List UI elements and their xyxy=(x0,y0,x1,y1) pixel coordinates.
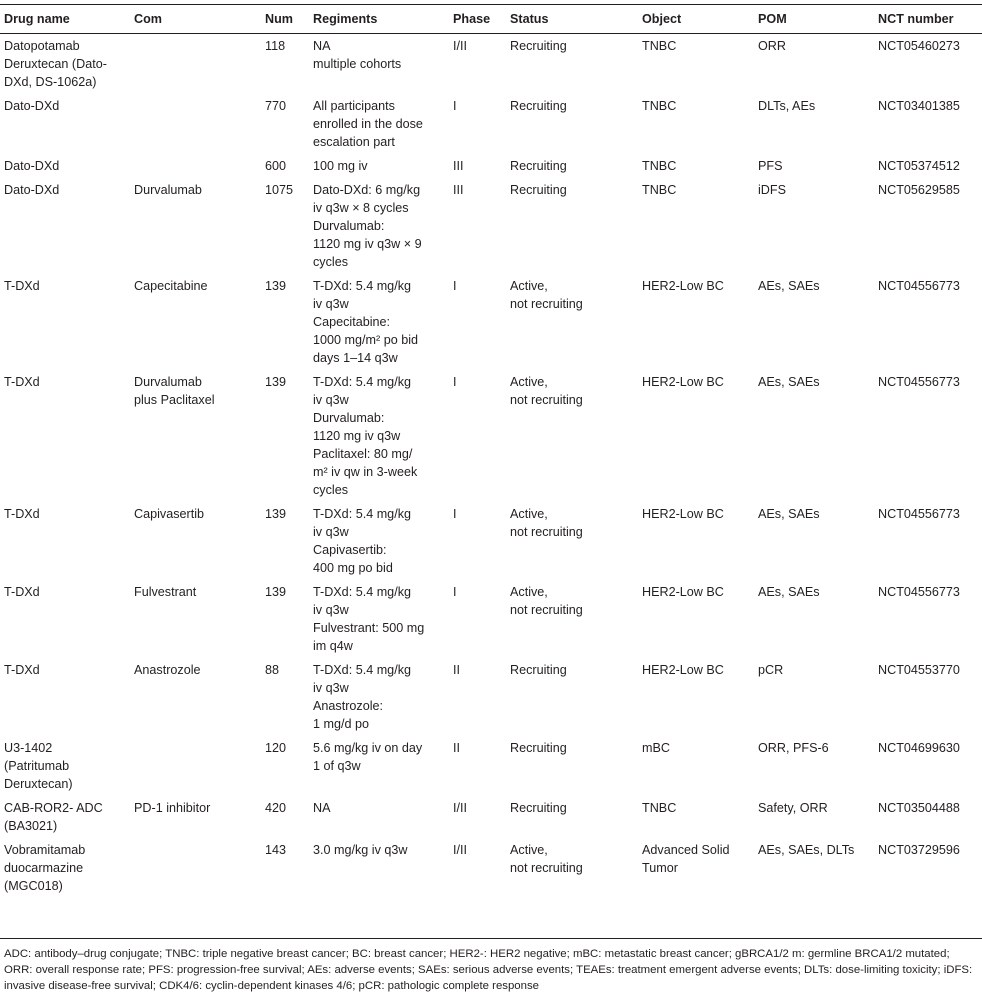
num-cell: 139 xyxy=(265,279,287,293)
clinical-trials-table xyxy=(0,4,982,903)
num-cell: 139 xyxy=(265,585,287,599)
nct-number-cell: NCT04556773 xyxy=(878,375,960,389)
regiments-cell: T-DXd: 5.4 mg/kg iv q3w Durvalumab: 1120 mg iv q3w Paclitaxel: 80 mg/ m² iv qw in 3-week cycles xyxy=(313,375,418,497)
nct-number-cell: NCT04699630 xyxy=(878,741,960,755)
pom-cell: AEs, SAEs xyxy=(758,507,820,521)
regiments-cell: T-DXd: 5.4 mg/kg iv q3w Anastrozole: 1 mg/d po xyxy=(313,663,411,731)
nct-number-cell: NCT03401385 xyxy=(878,99,960,113)
phase-cell: I xyxy=(453,99,457,113)
phase-cell: I/II xyxy=(453,39,467,53)
object-cell: HER2-Low BC xyxy=(642,507,724,521)
header-phase: Phase xyxy=(449,5,506,34)
object-cell: HER2-Low BC xyxy=(642,279,724,293)
phase-cell: II xyxy=(453,663,460,677)
status-cell: Recruiting xyxy=(510,741,567,755)
pom-cell: AEs, SAEs, DLTs xyxy=(758,843,855,857)
com-cell: Durvalumab xyxy=(134,183,202,197)
regiments-cell: All participants enrolled in the dose escalation part xyxy=(313,99,423,149)
regiments-cell: NA multiple cohorts xyxy=(313,39,402,71)
pom-cell: Safety, ORR xyxy=(758,801,828,815)
nct-number-cell: NCT04556773 xyxy=(878,279,960,293)
nct-number-cell: NCT04556773 xyxy=(878,507,960,521)
status-cell: Recruiting xyxy=(510,39,567,53)
com-cell: Capecitabine xyxy=(134,279,208,293)
header-regiments: Regiments xyxy=(309,5,449,34)
nct-number-cell: NCT03729596 xyxy=(878,843,960,857)
regiments-cell: T-DXd: 5.4 mg/kg iv q3w Capivasertib: 400 mg po bid xyxy=(313,507,411,575)
table-row xyxy=(0,154,982,178)
status-cell: Active, not recruiting xyxy=(510,507,583,539)
drug-name-cell: T-DXd xyxy=(4,507,40,521)
com-cell: Fulvestrant xyxy=(134,585,197,599)
num-cell: 770 xyxy=(265,99,287,113)
table-row xyxy=(0,178,982,274)
num-cell: 420 xyxy=(265,801,287,815)
table-bottom-rule xyxy=(0,938,982,939)
nct-number-cell: NCT03504488 xyxy=(878,801,960,815)
regiments-cell: 5.6 mg/kg iv on day 1 of q3w xyxy=(313,741,423,773)
drug-name-cell: Dato-DXd xyxy=(4,99,60,113)
status-cell: Recruiting xyxy=(510,159,567,173)
drug-name-cell: Datopotamab Deruxtecan (Dato- DXd, DS-1062a) xyxy=(4,39,107,89)
status-cell: Recruiting xyxy=(510,99,567,113)
header-num: Num xyxy=(261,5,309,34)
table-row xyxy=(0,94,982,154)
com-cell xyxy=(130,34,261,95)
num-cell: 1075 xyxy=(265,183,294,197)
status-cell: Recruiting xyxy=(510,801,567,815)
phase-cell: I xyxy=(453,279,457,293)
object-cell: mBC xyxy=(642,741,670,755)
table-row xyxy=(0,370,982,502)
header-drug-name: Drug name xyxy=(0,5,130,34)
phase-cell: III xyxy=(453,159,464,173)
pom-cell: pCR xyxy=(758,663,784,677)
num-cell: 143 xyxy=(265,843,287,857)
pom-cell: AEs, SAEs xyxy=(758,279,820,293)
regiments-cell: NA xyxy=(313,801,331,815)
object-cell: Advanced Solid Tumor xyxy=(642,843,730,875)
nct-number-cell: NCT05460273 xyxy=(878,39,960,53)
phase-cell: III xyxy=(453,183,464,197)
object-cell: TNBC xyxy=(642,183,677,197)
com-cell: PD-1 inhibitor xyxy=(134,801,211,815)
com-cell xyxy=(130,838,261,903)
com-cell: Capivasertib xyxy=(134,507,204,521)
table-row xyxy=(0,34,982,95)
regiments-cell: T-DXd: 5.4 mg/kg iv q3w Capecitabine: 1000 mg/m² po bid days 1–14 q3w xyxy=(313,279,419,365)
object-cell: TNBC xyxy=(642,99,677,113)
pom-cell: AEs, SAEs xyxy=(758,585,820,599)
num-cell: 88 xyxy=(265,663,280,677)
drug-name-cell: Vobramitamab duocarmazine (MGC018) xyxy=(4,843,86,893)
drug-name-cell: U3-1402 (Patritumab Deruxtecan) xyxy=(4,741,73,791)
regiments-cell: 100 mg iv xyxy=(313,159,368,173)
num-cell: 139 xyxy=(265,375,287,389)
pom-cell: PFS xyxy=(758,159,783,173)
phase-cell: I/II xyxy=(453,801,467,815)
regiments-cell: T-DXd: 5.4 mg/kg iv q3w Fulvestrant: 500 mg im q4w xyxy=(313,585,425,653)
table-body xyxy=(0,34,982,904)
com-cell xyxy=(130,736,261,796)
regiments-cell: 3.0 mg/kg iv q3w xyxy=(313,843,408,857)
drug-name-cell: T-DXd xyxy=(4,279,40,293)
status-cell: Active, not recruiting xyxy=(510,843,583,875)
object-cell: HER2-Low BC xyxy=(642,585,724,599)
table-row xyxy=(0,580,982,658)
drug-name-cell: CAB-ROR2- ADC (BA3021) xyxy=(4,801,103,833)
table-footnote: ADC: antibody–drug conjugate; TNBC: triple negative breast cancer; BC: breast cancer; HER2-: HER2 negative; mBC: metastatic breast cancer; gBRCA1/2 m: germline BRCA1/2 mutated; ORR: overall response rate; PFS: progression-free survival; AEs: adverse events; SAEs: serious adverse events; TEAEs: treatment emergent adverse events; DLTs: dose-limiting toxicity; iDFS: invasive disease-free survival; CDK4/6: cyclin-dependent kinases 4/6; pCR: pathologic complete response xyxy=(4,948,973,992)
nct-number-cell: NCT05374512 xyxy=(878,159,960,173)
phase-cell: I xyxy=(453,507,457,521)
header-object: Object xyxy=(638,5,754,34)
drug-name-cell: T-DXd xyxy=(4,663,40,677)
drug-name-cell: T-DXd xyxy=(4,375,40,389)
pom-cell: AEs, SAEs xyxy=(758,375,820,389)
object-cell: TNBC xyxy=(642,159,677,173)
nct-number-cell: NCT04553770 xyxy=(878,663,960,677)
object-cell: HER2-Low BC xyxy=(642,663,724,677)
table-row xyxy=(0,796,982,838)
header-com: Com xyxy=(130,5,261,34)
num-cell: 139 xyxy=(265,507,287,521)
pom-cell: ORR, PFS-6 xyxy=(758,741,829,755)
num-cell: 120 xyxy=(265,741,287,755)
nct-number-cell: NCT04556773 xyxy=(878,585,960,599)
phase-cell: II xyxy=(453,741,460,755)
object-cell: TNBC xyxy=(642,801,677,815)
com-cell: Anastrozole xyxy=(134,663,201,677)
table-row xyxy=(0,502,982,580)
pom-cell: DLTs, AEs xyxy=(758,99,816,113)
phase-cell: I xyxy=(453,375,457,389)
pom-cell: iDFS xyxy=(758,183,786,197)
status-cell: Recruiting xyxy=(510,183,567,197)
header-status: Status xyxy=(506,5,638,34)
phase-cell: I xyxy=(453,585,457,599)
object-cell: TNBC xyxy=(642,39,677,53)
drug-name-cell: Dato-DXd xyxy=(4,159,60,173)
table-row xyxy=(0,838,982,903)
header-pom: POM xyxy=(754,5,874,34)
nct-number-cell: NCT05629585 xyxy=(878,183,960,197)
com-cell: Durvalumab plus Paclitaxel xyxy=(134,375,215,407)
drug-name-cell: T-DXd xyxy=(4,585,40,599)
status-cell: Active, not recruiting xyxy=(510,585,583,617)
header-nct-number: NCT number xyxy=(874,5,982,34)
com-cell xyxy=(130,154,261,178)
table-row xyxy=(0,274,982,370)
table-row xyxy=(0,658,982,736)
status-cell: Recruiting xyxy=(510,663,567,677)
phase-cell: I/II xyxy=(453,843,467,857)
num-cell: 600 xyxy=(265,159,287,173)
status-cell: Active, not recruiting xyxy=(510,375,583,407)
table-row xyxy=(0,736,982,796)
object-cell: HER2-Low BC xyxy=(642,375,724,389)
status-cell: Active, not recruiting xyxy=(510,279,583,311)
pom-cell: ORR xyxy=(758,39,786,53)
num-cell: 118 xyxy=(265,39,286,53)
drug-name-cell: Dato-DXd xyxy=(4,183,60,197)
regiments-cell: Dato-DXd: 6 mg/kg iv q3w × 8 cycles Durvalumab: 1120 mg iv q3w × 9 cycles xyxy=(313,183,422,269)
com-cell xyxy=(130,94,261,154)
header-row xyxy=(0,5,982,34)
